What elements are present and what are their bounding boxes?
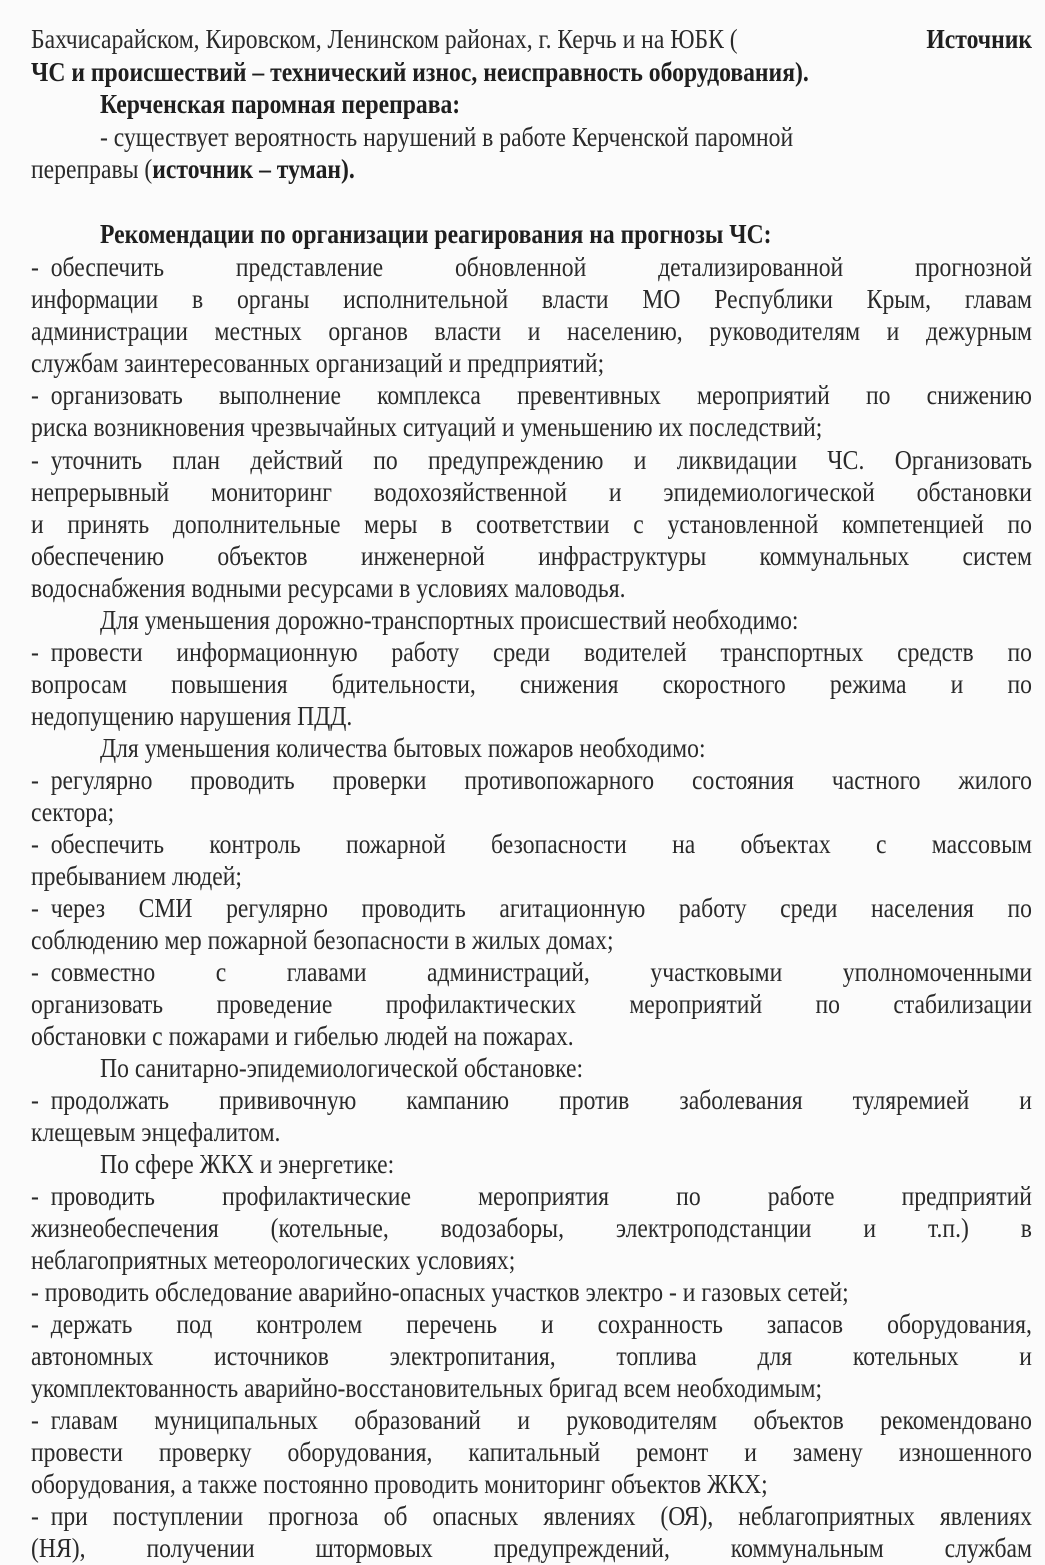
word: и	[541, 1308, 554, 1339]
word: дежурным	[925, 315, 1032, 346]
word: и	[950, 668, 964, 699]
word: - главам	[31, 1404, 118, 1435]
doc-line	[31, 636, 1032, 667]
word: ЧС.	[827, 444, 865, 475]
doc-line	[31, 700, 1032, 731]
doc-line	[31, 347, 1032, 378]
doc-line	[31, 892, 1032, 923]
kerch-heading	[100, 88, 1032, 119]
word: безопасности	[491, 828, 627, 859]
word: штормовых	[315, 1532, 433, 1563]
zhkh-heading	[100, 1148, 1032, 1179]
word: - обеспечить	[31, 828, 165, 859]
word: местных	[214, 315, 302, 346]
doc-line	[31, 764, 1032, 795]
word: жизнеобеспечения	[31, 1212, 219, 1243]
word: органов	[328, 315, 408, 346]
word: службам	[944, 1532, 1032, 1563]
word: жилого	[958, 764, 1032, 795]
word: предупреждению	[428, 444, 604, 475]
word: топлива	[616, 1340, 697, 1371]
word: (котельные,	[270, 1212, 389, 1243]
doc-line	[31, 1180, 1032, 1211]
word: снижению	[926, 379, 1032, 410]
word: режима	[829, 668, 907, 699]
word: соответствии	[475, 508, 610, 539]
word: по	[1007, 508, 1032, 539]
word: предупреждений,	[493, 1532, 670, 1563]
word: электроподстанции	[615, 1212, 812, 1243]
intro-line-1	[31, 23, 1032, 54]
word: электропитания,	[389, 1340, 556, 1371]
word: руководителям	[709, 315, 861, 346]
word: мероприятий	[696, 379, 830, 410]
word: - обеспечить	[31, 251, 165, 282]
doc-line	[31, 1436, 1032, 1467]
word: уполномоченными	[842, 956, 1032, 987]
word: населению,	[567, 315, 683, 346]
word: опасных	[432, 1500, 519, 1531]
word: меры	[364, 508, 418, 539]
word: работе	[767, 1180, 835, 1211]
word: - провести	[31, 636, 143, 667]
doc-line	[31, 1084, 1032, 1115]
doc-line	[31, 476, 1032, 507]
word: представление	[235, 251, 384, 282]
doc-line	[31, 1532, 1032, 1563]
word: по	[1007, 668, 1032, 699]
word: власти	[541, 283, 609, 314]
word: проверки	[332, 764, 427, 795]
word: и	[608, 476, 622, 507]
doc-line	[31, 1244, 1032, 1275]
word: неблагоприятных	[738, 1500, 915, 1531]
word: и	[633, 444, 647, 475]
word: обеспечению	[31, 540, 165, 571]
word: заболевания	[679, 1084, 803, 1115]
word: объектов	[217, 540, 308, 571]
word: повышения	[171, 668, 288, 699]
word: по	[1007, 636, 1032, 667]
word: прививочную	[219, 1084, 357, 1115]
kerch-line-2-text: переправы (	[31, 153, 153, 184]
doc-line	[31, 283, 1032, 314]
word: и	[886, 315, 900, 346]
kerch-line-1-text: - существует вероятность нарушений в работе Керченской паромной	[100, 121, 794, 152]
doc-line	[31, 1308, 1032, 1339]
recommendations-heading	[100, 218, 1032, 249]
doc-line-text: сектора;	[31, 796, 115, 827]
word: частного	[831, 764, 921, 795]
word: регулярно	[226, 892, 328, 923]
word: дополнительные	[172, 508, 341, 539]
sanitary-heading	[100, 1052, 1032, 1083]
doc-line	[31, 924, 1032, 955]
word: предприятий	[901, 1180, 1032, 1211]
kerch-heading-text: Керченская паромная переправа:	[100, 88, 461, 119]
kerch-line-1	[100, 121, 1032, 152]
doc-line-text: оборудования, а также постоянно проводить мониторинг объектов ЖКХ;	[31, 1468, 768, 1499]
word: работу	[678, 892, 747, 923]
word: источников	[214, 1340, 329, 1371]
word: администраций,	[427, 956, 590, 987]
word: - организовать	[31, 379, 183, 410]
word: пожарной	[346, 828, 446, 859]
word: водохозяйственной	[373, 476, 567, 507]
word: и	[527, 315, 541, 346]
intro-line-2	[31, 56, 1032, 87]
word: вопросам	[31, 668, 127, 699]
doc-line	[31, 444, 1032, 475]
word: рекомендовано	[880, 1404, 1032, 1435]
word: действий	[250, 444, 343, 475]
word: проводить	[190, 764, 295, 795]
word: с	[875, 828, 887, 859]
word: детализированной	[658, 251, 844, 282]
word: населения	[870, 892, 974, 923]
word: ликвидации	[676, 444, 797, 475]
word: проведение	[216, 988, 333, 1019]
word: - держать	[31, 1308, 133, 1339]
word: контроль	[209, 828, 301, 859]
word: информационную	[176, 636, 358, 667]
doc-line	[31, 956, 1032, 987]
word: массовым	[931, 828, 1032, 859]
word: и	[863, 1212, 877, 1243]
dtp-heading	[100, 604, 1032, 635]
word: по	[676, 1180, 701, 1211]
doc-line	[31, 988, 1032, 1019]
word: - при	[31, 1500, 88, 1531]
doc-line-text: риска возникновения чрезвычайных ситуаций и уменьшению их последствий;	[31, 411, 823, 442]
word: и	[1019, 1340, 1032, 1371]
doc-line	[31, 251, 1032, 282]
word: компетенцией	[842, 508, 984, 539]
doc-line	[31, 1340, 1032, 1371]
doc-line	[31, 1468, 1032, 1499]
word: скоростного	[662, 668, 786, 699]
word: принять	[67, 508, 150, 539]
doc-line	[31, 796, 1032, 827]
dtp-heading-text: Для уменьшения дорожно-транспортных происшествий необходимо:	[100, 604, 799, 635]
word: кампанию	[406, 1084, 510, 1115]
word: (ОЯ),	[660, 1500, 714, 1531]
word: среди	[492, 636, 551, 667]
kerch-line-2	[31, 153, 1032, 184]
doc-line	[31, 411, 1032, 442]
word: профилактических	[385, 988, 576, 1019]
word: транспортных	[720, 636, 864, 667]
word: ремонт	[636, 1436, 709, 1467]
word: мероприятий	[629, 988, 763, 1019]
word: прогноза	[268, 1500, 359, 1531]
word: эпидемиологической	[663, 476, 875, 507]
word: по	[1007, 892, 1032, 923]
word: средств	[897, 636, 974, 667]
word: бдительности,	[331, 668, 476, 699]
word: - совместно	[31, 956, 156, 987]
word: агитационную	[499, 892, 646, 923]
word: участковыми	[650, 956, 783, 987]
word: оборудования,	[887, 1308, 1032, 1339]
word: провести	[31, 1436, 123, 1467]
word: с	[633, 508, 644, 539]
intro-text: Бахчисарайском, Кировском, Ленинском районах, г. Керчь и на ЮБК (	[31, 23, 738, 54]
word: оборудования,	[287, 1436, 433, 1467]
doc-line	[31, 540, 1032, 571]
word: - проводить	[31, 1180, 155, 1211]
word: автономных	[31, 1340, 154, 1371]
word: работу	[391, 636, 460, 667]
word: прогнозной	[915, 251, 1032, 282]
doc-line	[31, 572, 1032, 603]
word: запасов	[766, 1308, 844, 1339]
zhkh-heading-text: По сфере ЖКХ и энергетике:	[100, 1148, 395, 1179]
word: систем	[962, 540, 1032, 571]
intro-source-bold: Источник	[926, 23, 1032, 54]
doc-line-text: водоснабжения водными ресурсами в условиях маловодья.	[31, 572, 626, 603]
word: организовать	[31, 988, 164, 1019]
word: органы	[236, 283, 310, 314]
word: по	[373, 444, 398, 475]
doc-line	[31, 1212, 1032, 1243]
word: т.п.)	[927, 1212, 969, 1243]
word: явлениях	[939, 1500, 1032, 1531]
word: инженерной	[360, 540, 485, 571]
fire-heading	[100, 732, 1032, 763]
word: замену	[792, 1436, 863, 1467]
word: проводить	[361, 892, 466, 923]
word: муниципальных	[154, 1404, 318, 1435]
word: снижения	[519, 668, 619, 699]
doc-line	[31, 668, 1032, 699]
word: коммунальным	[730, 1532, 884, 1563]
word: объектах	[740, 828, 831, 859]
word: по	[865, 379, 891, 410]
word: и	[31, 508, 44, 539]
word: среди	[780, 892, 838, 923]
word: по	[815, 988, 841, 1019]
word: администрации	[31, 315, 188, 346]
fire-heading-text: Для уменьшения количества бытовых пожаров необходимо:	[100, 732, 706, 763]
word: превентивных	[517, 379, 661, 410]
word: проверку	[158, 1436, 252, 1467]
word: с	[215, 956, 227, 987]
word: объектов	[753, 1404, 844, 1435]
word: обновленной	[454, 251, 587, 282]
word: информации	[31, 283, 159, 314]
word: руководителям	[566, 1404, 718, 1435]
word: непрерывный	[31, 476, 170, 507]
word: Организовать	[894, 444, 1032, 475]
word: явлениях	[543, 1500, 636, 1531]
word: водителей	[584, 636, 687, 667]
doc-line-text: соблюдению мер пожарной безопасности в жилых домах;	[31, 924, 614, 955]
word: на	[672, 828, 696, 859]
word: обстановки	[916, 476, 1032, 507]
word: для	[757, 1340, 793, 1371]
sanitary-heading-text: По санитарно-эпидемиологической обстановке:	[100, 1052, 584, 1083]
word: капитальный	[468, 1436, 601, 1467]
word: под	[176, 1308, 213, 1339]
word: МО	[642, 283, 681, 314]
kerch-source-bold: источник – туман).	[152, 153, 355, 184]
word: в	[1020, 1212, 1032, 1243]
word: - уточнить	[31, 444, 143, 475]
doc-line-text: - проводить обследование аварийно-опасных участков электро - и газовых сетей;	[31, 1276, 849, 1307]
word: контролем	[256, 1308, 363, 1339]
word: противопожарного	[464, 764, 655, 795]
doc-line	[31, 828, 1032, 859]
word: - продолжать	[31, 1084, 170, 1115]
word: коммунальных	[759, 540, 910, 571]
doc-line-text: неблагоприятных метеорологических условиях;	[31, 1244, 516, 1275]
word: профилактические	[222, 1180, 411, 1211]
word: главами	[286, 956, 367, 987]
word: план	[172, 444, 221, 475]
word: мероприятия	[478, 1180, 610, 1211]
word: - через	[31, 892, 106, 923]
doc-line	[31, 1276, 1032, 1307]
doc-line-text: клещевым энцефалитом.	[31, 1116, 281, 1147]
word: стабилизации	[893, 988, 1032, 1019]
doc-line-text: пребыванием людей;	[31, 860, 242, 891]
word: и	[744, 1436, 757, 1467]
doc-line	[31, 379, 1032, 410]
word: инфраструктуры	[538, 540, 707, 571]
doc-line-text: укомплектованность аварийно-восстановительных бригад всем необходимым;	[31, 1372, 823, 1403]
doc-line-text: службам заинтересованных организаций и предприятий;	[31, 347, 605, 378]
doc-line	[31, 1020, 1032, 1051]
word: против	[559, 1084, 630, 1115]
word: - регулярно	[31, 764, 153, 795]
word: котельных	[852, 1340, 959, 1371]
word: туляремией	[852, 1084, 970, 1115]
word: поступлении	[112, 1500, 244, 1531]
intro-source-bold-continued: ЧС и происшествий – технический износ, неисправность оборудования).	[31, 56, 809, 87]
doc-line	[31, 860, 1032, 891]
doc-line-text: недопущению нарушения ПДД.	[31, 700, 353, 731]
doc-line	[31, 1404, 1032, 1435]
word: состояния	[692, 764, 794, 795]
word: получении	[146, 1532, 255, 1563]
word: исполнительной	[343, 283, 509, 314]
word: комплекса	[377, 379, 481, 410]
word: образований	[354, 1404, 481, 1435]
word: перечень	[406, 1308, 498, 1339]
doc-line	[31, 1372, 1032, 1403]
word: в	[191, 283, 204, 314]
word: выполнение	[218, 379, 341, 410]
word: (НЯ),	[31, 1532, 86, 1563]
word: и	[1019, 1084, 1032, 1115]
word: установленной	[667, 508, 819, 539]
word: в	[441, 508, 453, 539]
doc-line	[31, 315, 1032, 346]
word: сохранность	[597, 1308, 723, 1339]
word: и	[517, 1404, 530, 1435]
word: Республики	[714, 283, 833, 314]
word: мониторинг	[211, 476, 332, 507]
word: изношенного	[898, 1436, 1032, 1467]
doc-line	[31, 1500, 1032, 1531]
word: об	[383, 1500, 408, 1531]
recommendations-heading-text: Рекомендации по организации реагирования на прогнозы ЧС:	[100, 218, 772, 249]
word: главам	[964, 283, 1032, 314]
word: Крым,	[866, 283, 932, 314]
word: СМИ	[138, 892, 193, 923]
doc-line	[31, 1116, 1032, 1147]
word: власти	[434, 315, 502, 346]
word: водозаборы,	[440, 1212, 564, 1243]
doc-line-text: обстановки с пожарами и гибелью людей на пожарах.	[31, 1020, 574, 1051]
doc-line	[31, 508, 1032, 539]
